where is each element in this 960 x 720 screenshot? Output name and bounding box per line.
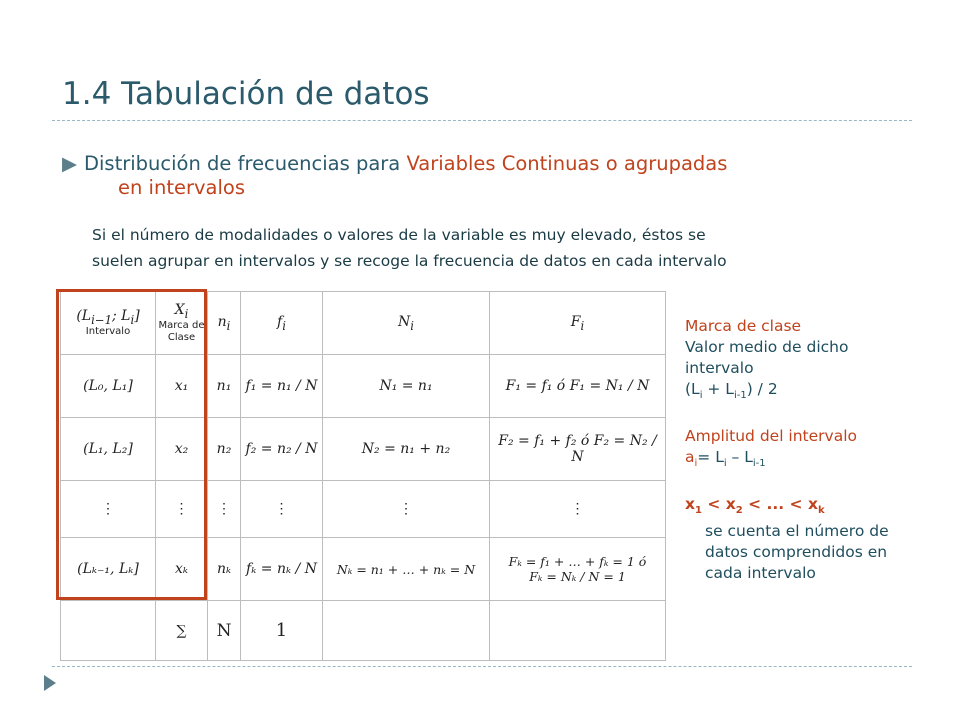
sum-sigma: ∑ [156, 601, 208, 661]
row2-N: N₂ = n₁ + n₂ [323, 418, 490, 481]
mark-formula: $(L_i + L_{i-1}) / 2$ [685, 380, 778, 402]
row2-n: n₂ [208, 418, 241, 481]
bottom-divider [52, 666, 912, 667]
sum-row [61, 601, 666, 661]
slide-title: 1.4 Tabulación de datos [62, 76, 430, 112]
sum-N: N [208, 601, 241, 661]
mark-desc1: Valor medio de dicho [685, 338, 849, 356]
sum-empty [490, 601, 666, 661]
rowk-F-line1: Fₖ = f₁ + … + fₖ = 1 ó [508, 554, 647, 569]
dots-cell: ⋮ [61, 481, 156, 538]
subtitle-part1: Distribución de frecuencias para [84, 152, 407, 175]
row2-F: F₂ = f₁ + f₂ ó F₂ = N₂ / N [490, 418, 666, 481]
dots-cell: ⋮ [323, 481, 490, 538]
subtitle-line2: en intervalos [118, 176, 245, 199]
header-class-mark-label: Marca de Clase [158, 320, 205, 344]
mark-desc2: intervalo [685, 359, 754, 377]
dots-cell: ⋮ [208, 481, 241, 538]
dots-cell: ⋮ [490, 481, 666, 538]
rowk-f: fₖ = nₖ / N [241, 538, 323, 601]
row2-f: f₂ = n₂ / N [241, 418, 323, 481]
description [92, 222, 892, 274]
row1-interval: (L₀, L₁] [61, 355, 156, 418]
rowk-x: xₖ [156, 538, 208, 601]
header-ni: $n_i$ [208, 292, 241, 355]
sum-one: 1 [241, 601, 323, 661]
rowk-F-line2: Fₖ = Nₖ / N = 1 [529, 569, 626, 584]
sum-empty [323, 601, 490, 661]
description-line1: Si el número de modalidades o valores de la variable es muy elevado, éstos se [92, 226, 706, 244]
row1-x: x₁ [156, 355, 208, 418]
row1-f: f₁ = n₁ / N [241, 355, 323, 418]
sum-empty [61, 601, 156, 661]
row1-n: n₁ [208, 355, 241, 418]
row1-N: N₁ = n₁ [323, 355, 490, 418]
rowk-n: nₖ [208, 538, 241, 601]
amp-formula: $a_i= L_i - L_{i-1}$ [685, 448, 766, 470]
row1-F: F₁ = f₁ ó F₁ = N₁ / N [490, 355, 666, 418]
next-arrow-icon[interactable] [44, 675, 56, 691]
header-Fi: $F_i$ [490, 292, 666, 355]
order-desc2: datos comprendidos en [705, 543, 888, 562]
side-notes [685, 316, 935, 584]
dots-cell: ⋮ [156, 481, 208, 538]
top-divider [52, 120, 912, 121]
subtitle [62, 152, 892, 200]
row2-interval: (L₁, L₂] [61, 418, 156, 481]
header-interval-label: Intervalo [85, 326, 131, 338]
order-desc1: se cuenta el número de [705, 522, 889, 541]
mark-title: Marca de clase [685, 317, 802, 335]
header-class-mark: $X_i$ Marca de Clase [156, 292, 208, 355]
order-desc3: cada intervalo [705, 564, 816, 583]
rowk-interval: (Lₖ₋₁, Lₖ] [61, 538, 156, 601]
order-formula: $x_1 < x_2$ < ... < $x_k$ [685, 495, 825, 517]
header-interval: ($L_{i-1}$; $L_i$] Intervalo [61, 292, 156, 355]
amp-title: Amplitud del intervalo [685, 427, 858, 446]
rowk-N: Nₖ = n₁ + … + nₖ = N [323, 538, 490, 601]
row2-x: x₂ [156, 418, 208, 481]
highlight-box [56, 289, 207, 600]
bullet-icon: ▶ [62, 152, 77, 175]
subtitle-accent: Variables Continuas o agrupadas [406, 152, 728, 175]
header-Ni: $N_i$ [323, 292, 490, 355]
description-line2: suelen agrupar en intervalos y se recoge la frecuencia de datos en cada intervalo [92, 252, 727, 270]
header-fi: $f_i$ [241, 292, 323, 355]
dots-cell: ⋮ [241, 481, 323, 538]
rowk-F [490, 538, 666, 601]
